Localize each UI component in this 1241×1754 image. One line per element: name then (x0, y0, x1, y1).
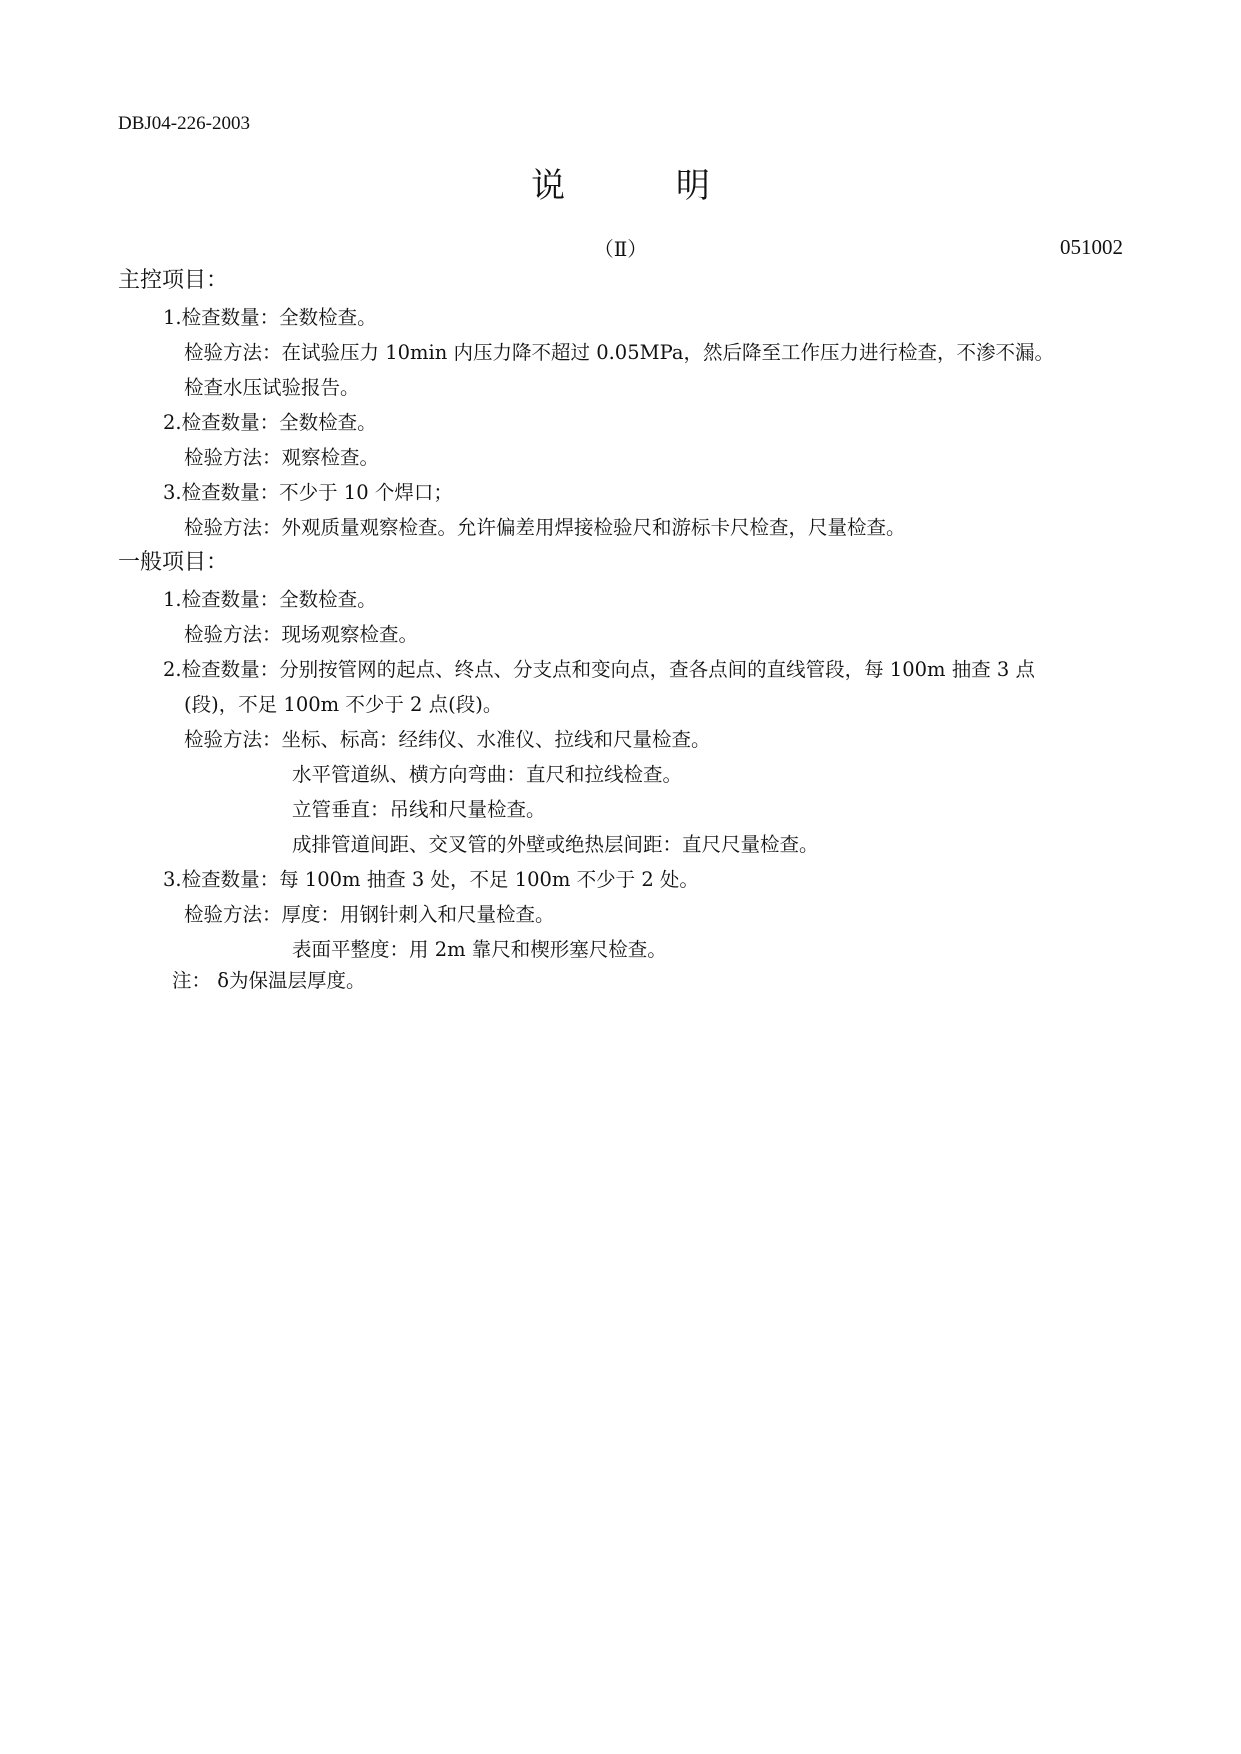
general-line: 立管垂直：吊线和尺量检查。 (292, 798, 546, 821)
general-line: 检验方法：厚度：用钢针刺入和尺量检查。 (184, 903, 555, 926)
general-line: 检验方法：坐标、标高：经纬仪、水准仪、拉线和尺量检查。 (184, 728, 711, 751)
general-line: 水平管道纵、横方向弯曲：直尺和拉线检查。 (292, 763, 683, 786)
main-control-line: 1.检查数量：全数检查。 (163, 306, 377, 329)
main-control-line: 检验方法：观察检查。 (184, 446, 380, 469)
standard-code: DBJ04-226-2003 (118, 113, 250, 134)
general-line: (段)，不足 100m 不少于 2 点(段)。 (184, 693, 503, 716)
general-line: 2.检查数量：分别按管网的起点、终点、分支点和变向点，查各点间的直线管段，每 100m 抽查 3 点 (163, 658, 1036, 681)
main-control-line: 2.检查数量：全数检查。 (163, 411, 377, 434)
section-heading-general: 一般项目： (118, 550, 229, 575)
form-number: 051002 (1060, 235, 1123, 259)
general-line: 表面平整度：用 2m 靠尺和楔形塞尺检查。 (292, 938, 667, 961)
main-control-line: 检验方法：在试验压力 10min 内压力降不超过 0.05MPa，然后降至工作压力进行检查，不渗不漏。 (184, 341, 1054, 364)
page-title: 说 明 (531, 166, 760, 206)
general-line: 3.检查数量：每 100m 抽查 3 处，不足 100m 不少于 2 处。 (163, 868, 699, 891)
section-heading-main-control: 主控项目： (118, 268, 229, 293)
general-line: 1.检查数量：全数检查。 (163, 588, 377, 611)
page-subtitle: （Ⅱ） (593, 237, 648, 261)
general-line: 检验方法：现场观察检查。 (184, 623, 419, 646)
main-control-line: 3.检查数量：不少于 10 个焊口； (163, 481, 453, 504)
main-control-line: 检查水压试验报告。 (184, 376, 360, 399)
main-control-line: 检验方法：外观质量观察检查。允许偏差用焊接检验尺和游标卡尺检查，尺量检查。 (184, 516, 906, 539)
general-line: 成排管道间距、交叉管的外壁或绝热层间距：直尺尺量检查。 (292, 833, 819, 856)
note: 注： δ为保温层厚度。 (172, 969, 366, 992)
